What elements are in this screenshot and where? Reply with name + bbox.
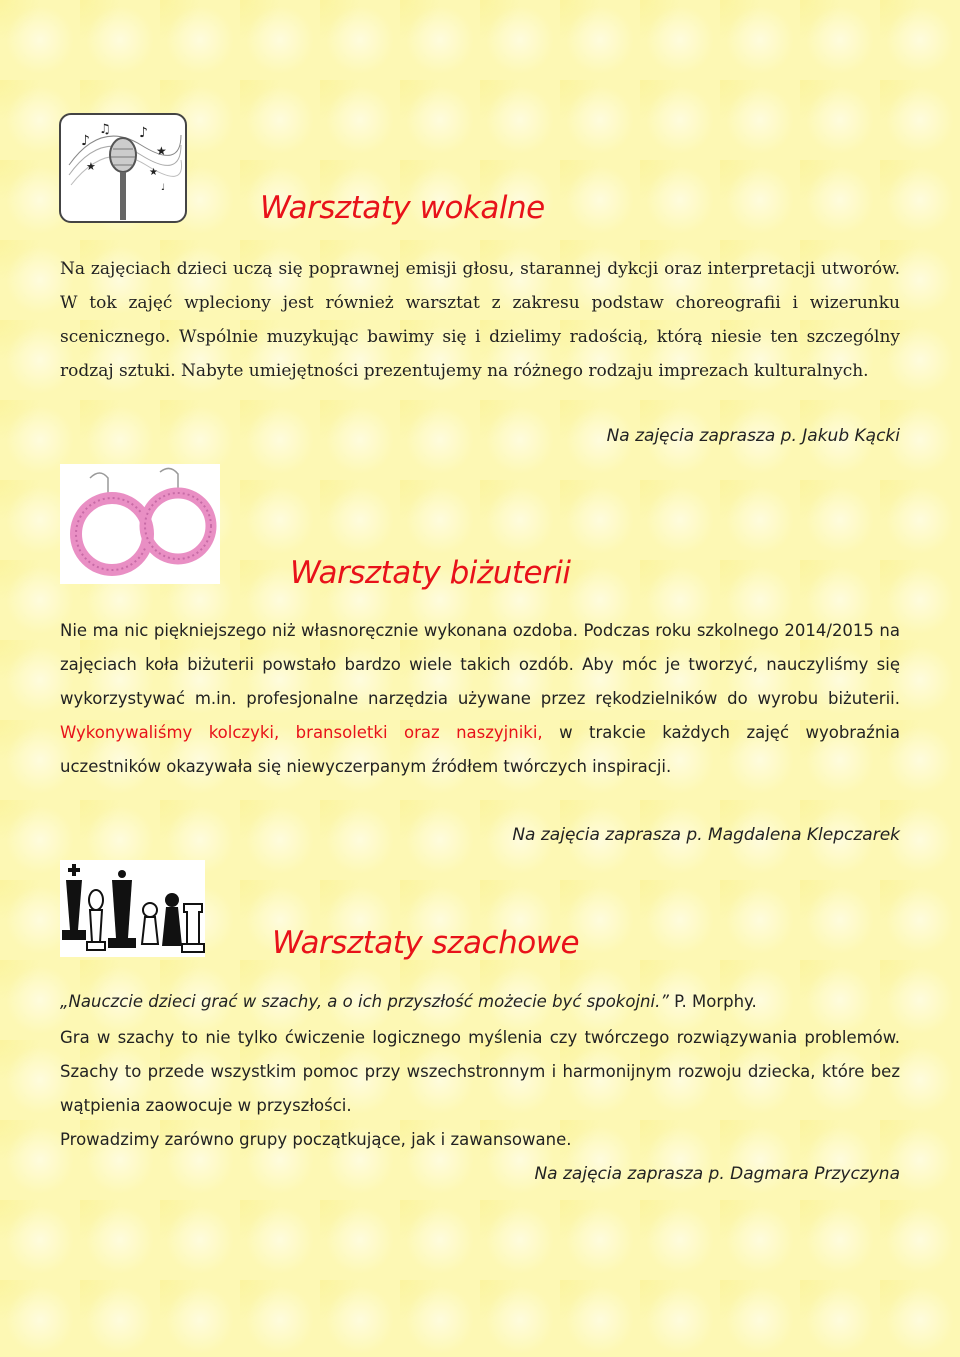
jewelry-text-highlight: Wykonywaliśmy kolczyki, bransoletki oraz naszyjniki,: [60, 723, 543, 742]
svg-text:♩: ♩: [161, 183, 166, 193]
chess-pieces-icon: [60, 860, 205, 957]
chess-paragraph-2: Prowadzimy zarówno grupy początkujące, jak i zawansowane.: [60, 1130, 572, 1149]
chess-quote-line: [60, 992, 757, 1011]
svg-text:★: ★: [86, 160, 96, 173]
earrings-icon: [60, 464, 220, 584]
chess-paragraph: Gra w szachy to nie tylko ćwiczenie logicznego myślenia czy twórczego rozwiązywania problemów. Szachy to przede wszystkim pomoc przy wszechstronnym i harmonijnym rozwoju dziecka, które bez wątpienia zaowocuje w przyszłości.: [60, 1028, 900, 1115]
vocal-paragraph: Na zajęciach dzieci uczą się poprawnej emisji głosu, starannej dykcji oraz interpretacji utworów. W tok zajęć wpleciony jest również warsztat z zakresu podstaw choreografii i wizerunku scenicznego. Wspólnie muzykując bawimy się i dzielimy radością, którą niesie ten szczególny rodzaj sztuki. Nabyte umiejętności prezentujemy na różnego rodzaju imprezach kulturalnych.: [60, 259, 900, 381]
jewelry-title: Warsztaty biżuterii: [290, 555, 571, 591]
microphone-image: [59, 113, 187, 223]
vocal-signature: Na zajęcia zaprasza p. Jakub Kącki: [606, 426, 900, 446]
svg-text:★: ★: [149, 167, 158, 178]
chess-signature: Na zajęcia zaprasza p. Dagmara Przyczyna: [534, 1164, 900, 1184]
svg-text:♫: ♫: [99, 122, 111, 137]
svg-text:★: ★: [156, 144, 167, 158]
jewelry-text-part1: Nie ma nic piękniejszego niż własnoręcznie wykonana ozdoba. Podczas roku szkolnego 2014/2015 na zajęciach koła biżuterii powstało bardzo wiele takich ozdób. Aby móc je tworzyć, nauczyliśmy się wykorzystywać m.in. profesjonalne narzędzia używane przez rękodzielników do wyrobu biżuterii.: [60, 621, 900, 708]
jewelry-paragraph: [60, 614, 900, 784]
chess-quote: „Nauczcie dzieci grać w szachy, a o ich przyszłość możecie być spokojni.”: [60, 992, 669, 1011]
jewelry-text-part2: w trakcie każdych zajęć wyobraźnia uczestników okazywała się niewyczerpanym źródłem twórczych inspiracji.: [60, 723, 900, 776]
chess-image: [60, 860, 205, 957]
jewelry-signature: Na zajęcia zaprasza p. Magdalena Klepczarek: [512, 825, 900, 845]
svg-text:♪: ♪: [81, 133, 90, 149]
vocal-title: Warsztaty wokalne: [260, 190, 545, 226]
microphone-icon: [61, 115, 185, 221]
chess-title: Warsztaty szachowe: [272, 925, 580, 961]
svg-text:♪: ♪: [139, 125, 148, 141]
earrings-image: [60, 464, 220, 584]
chess-quote-author: P. Morphy.: [674, 992, 757, 1011]
